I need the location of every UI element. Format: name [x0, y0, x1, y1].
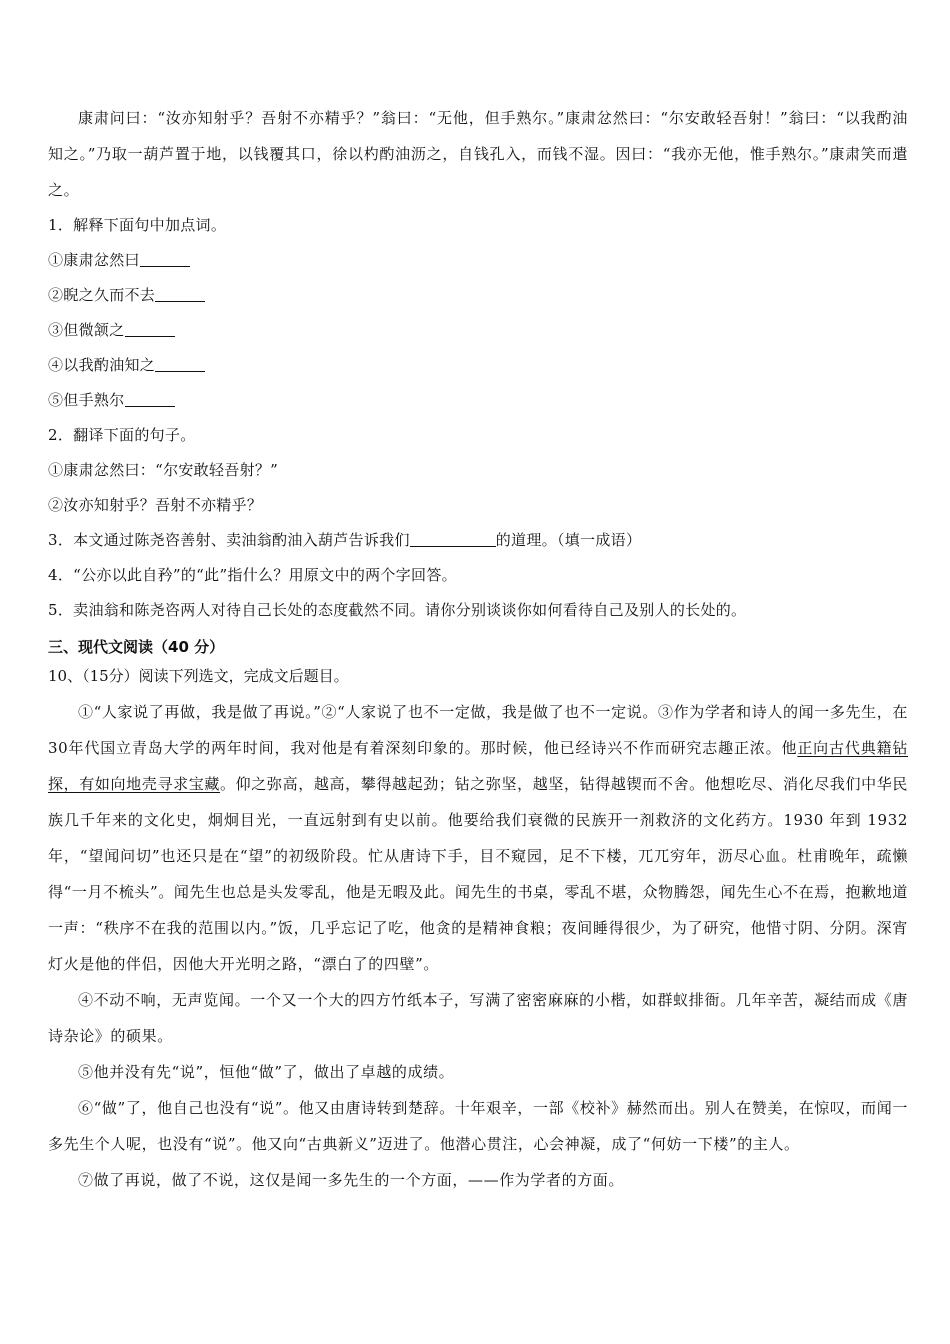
answer-blank[interactable] — [155, 356, 205, 372]
essay-paragraph-7: ⑦做了再说，做了不说，这仅是闻一多先生的一个方面，——作为学者的方面。 — [78, 1171, 625, 1189]
question-1-item: ⑤但手熟尔 — [48, 383, 908, 418]
question-3: 3．本文通过陈尧咨善射、卖油翁酌油入葫芦告诉我们 的道理。（填一成语） — [48, 531, 642, 549]
question-2-item: ①康肃忿然曰：“尔安敢轻吾射？” — [48, 461, 279, 479]
question-1-item: ②睨之久而不去 — [48, 278, 908, 313]
question-2 — [48, 418, 908, 523]
passage-intro: 康肃问曰：“汝亦知射乎？吾射不亦精乎？”翁曰：“无他，但手熟尔。”康肃忿然曰：“尔安敢轻吾射！”翁曰：“以我酌油知之。”乃取一葫芦置于地，以钱覆其口，徐以杓酌油沥之，自钱孔入，而钱不湿。因曰：“我亦无他，惟手熟尔。”康肃笑而遣之。 — [48, 109, 908, 199]
question-5: 5．卖油翁和陈尧咨两人对待自己长处的态度截然不同。请你分别谈谈你如何看待自己及别人的长处的。 — [48, 601, 747, 619]
question-1 — [48, 208, 908, 418]
question-2-title: 2．翻译下面的句子。 — [48, 426, 196, 444]
answer-blank[interactable] — [140, 251, 190, 267]
answer-blank[interactable] — [155, 286, 205, 302]
question-1-item: ①康肃忿然曰 — [48, 243, 908, 278]
answer-blank[interactable] — [410, 531, 496, 547]
essay-paragraph-1: ①“人家说了再做，我是做了再说。”②“人家说了也不一定做，我是做了也不一定说。③作为学者和诗人的闻一多先生，在30年代国立青岛大学的两年时间，我对他是有着深刻印象的。那时候，他已经诗兴不作而研究志趣正浓。他正向古代典籍钻探，有如向地壳寻求宝藏。仰之弥高，越高，攀得越起劲；钻之弥坚，越坚，钻得越锲而不舍。他想吃尽、消化尽我们中华民族几千年来的文化史，炯炯目光，一直远射到有史以前。他要给我们衰微的民族开一剂救济的文化药方。1930 年到 1932 年，“望闻问切”也还只是在“望”的初级阶段。忙从唐诗下手，目不窥园，足不下楼，兀兀穷年，沥尽心血。杜甫晚年，疏懒得“一月不梳头”。闻先生也总是头发零乱，他是无暇及此。闻先生的书桌，零乱不堪，众物腾怨，闻先生心不在焉，抱歉地道一声：“秩序不在我的范围以内。”饭，几乎忘记了吃，他贪的是精神食粮；夜间睡得很少，为了研究，他惜寸阴、分阴。深宵灯火是他的伴侣，因他大开光明之路，“漂白了的四壁”。 — [48, 703, 909, 973]
essay-paragraph-4: ④不动不响，无声览闻。一个又一个大的四方竹纸本子，写满了密密麻麻的小楷，如群蚁排衙。几年辛苦，凝结而成《唐诗杂论》的硕果。 — [48, 991, 908, 1045]
question-1-item: ④以我酌油知之 — [48, 348, 908, 383]
answer-blank[interactable] — [125, 321, 175, 337]
question-2-item: ②汝亦知射乎？吾射不亦精乎？ — [48, 496, 263, 514]
question-10-heading: 10、（15分）阅读下列选文，完成文后题目。 — [48, 667, 349, 685]
question-1-title: 1．解释下面句中加点词。 — [48, 216, 227, 234]
question-4: 4．“公亦以此自矜”的“此”指什么？用原文中的两个字回答。 — [48, 566, 457, 584]
question-1-item: ③但微颔之 — [48, 313, 908, 348]
document-page — [48, 100, 908, 1198]
section-title: 三、现代文阅读（40 分） — [48, 638, 225, 656]
answer-blank[interactable] — [125, 391, 175, 407]
essay-paragraph-5: ⑤他并没有先“说”，恒他“做”了，做出了卓越的成绩。 — [78, 1063, 455, 1081]
essay-paragraph-6: ⑥“做”了，他自己也没有“说”。他又由唐诗转到楚辞。十年艰辛，一部《校补》赫然而出。别人在赞美，在惊叹，而闻一多先生个人呢，也没有“说”。他又向“古典新义”迈进了。他潜心贯注，心会神凝，成了“何妨一下楼”的主人。 — [48, 1099, 908, 1153]
underlined-phrase: 正向古代典籍钻探，有如向地壳寻求宝藏 — [48, 739, 908, 793]
